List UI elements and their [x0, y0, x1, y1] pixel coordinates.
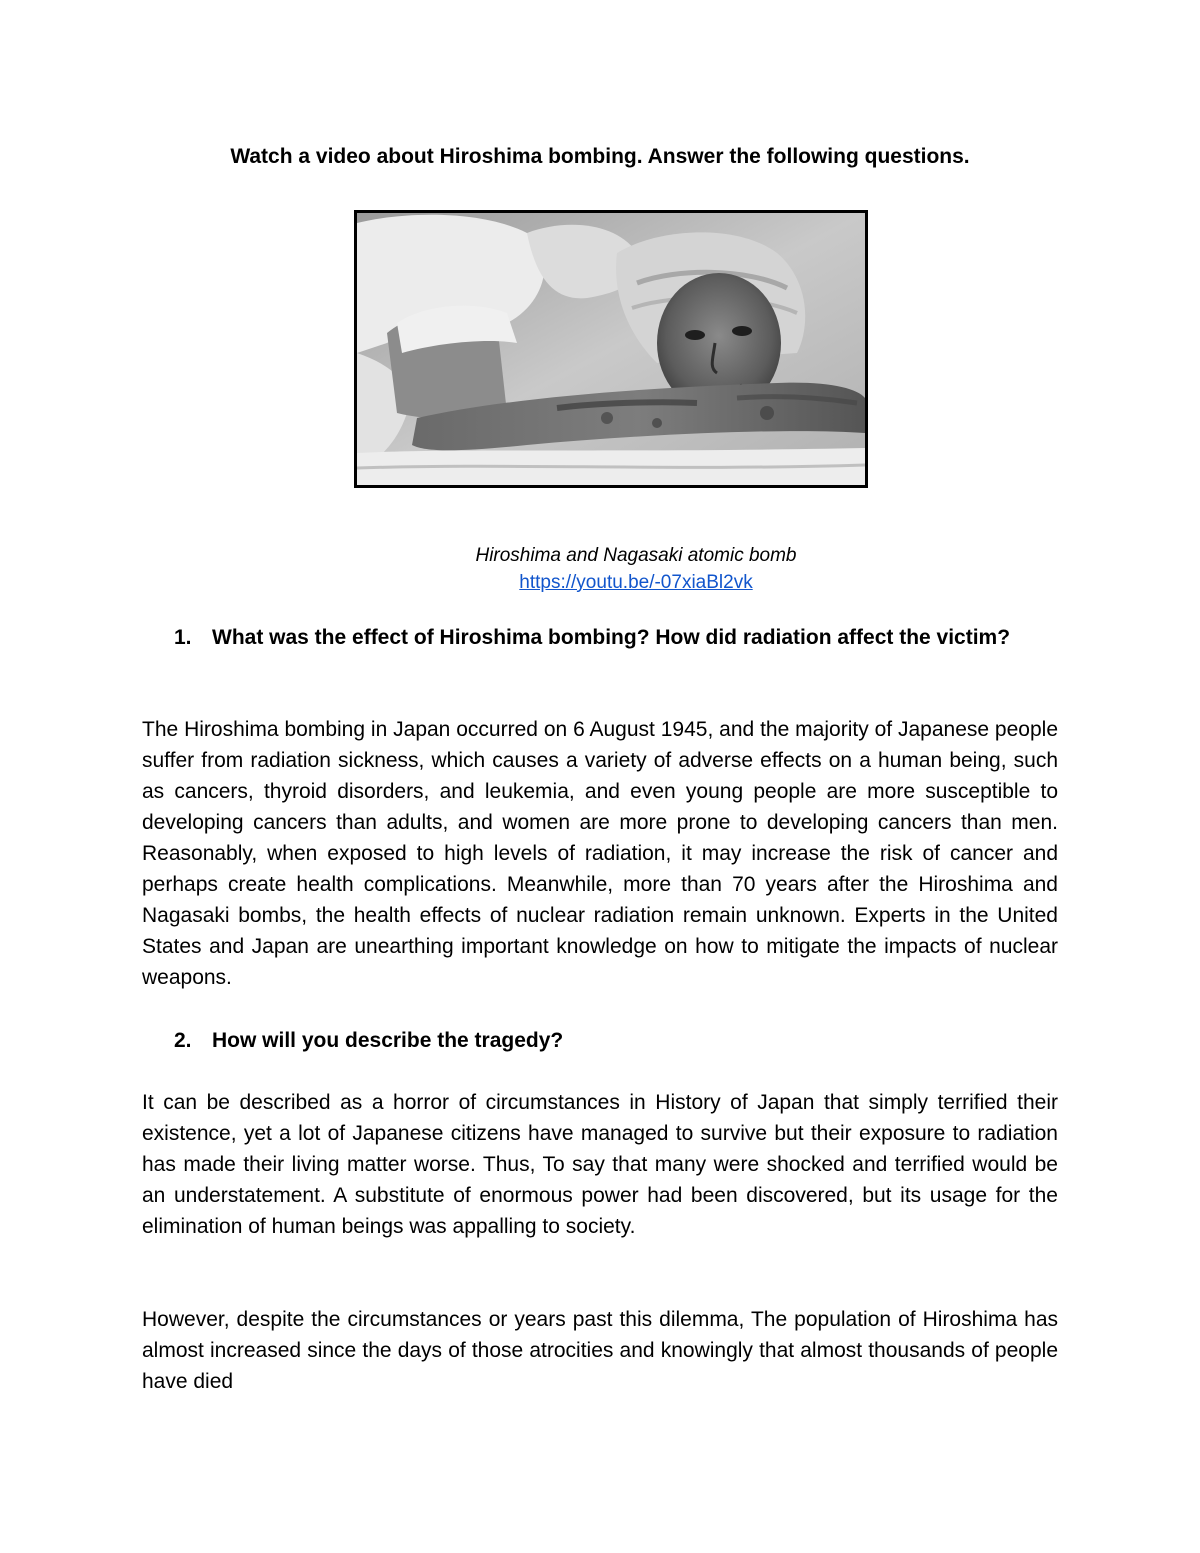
- survivor-photo: [354, 210, 868, 488]
- question-number: 1.: [174, 626, 192, 649]
- question-1: [174, 622, 1074, 653]
- question-2: [174, 1025, 1074, 1056]
- page-title: Watch a video about Hiroshima bombing. Answer the following questions.: [230, 145, 970, 168]
- question-text: How will you describe the tragedy?: [212, 1029, 564, 1052]
- answer-2-paragraph-1: It can be described as a horror of circumstances in History of Japan that simply terrified their existence, yet a lot of Japanese citizens have managed to survive but their exposure to radiation has made their living matter worse. Thus, To say that many were shocked and terrified would be an understatement. A substitute of enormous power had been discovered, but its usage for the elimination of human beings was appalling to society.: [142, 1091, 1058, 1238]
- caption-title: Hiroshima and Nagasaki atomic bomb: [475, 545, 797, 566]
- question-text: What was the effect of Hiroshima bombing? How did radiation affect the victim?: [212, 626, 1011, 649]
- answer-2-paragraph-2: However, despite the circumstances or years past this dilemma, The population of Hiroshima has almost increased since the days of those atrocities and knowingly that almost thousands of people have died: [142, 1308, 1058, 1393]
- question-number: 2.: [174, 1029, 192, 1052]
- survivor-photo-image: [357, 213, 865, 485]
- figure-caption: [0, 542, 1200, 596]
- answer-1-paragraph: The Hiroshima bombing in Japan occurred on 6 August 1945, and the majority of Japanese people suffer from radiation sickness, which causes a variety of adverse effects on a human being, such as cancers, thyroid disorders, and leukemia, and even young people are more susceptible to developing cancers than adults, and women are more prone to developing cancers than men. Reasonably, when exposed to high levels of radiation, it may increase the risk of cancer and perhaps create health complications. Meanwhile, more than 70 years after the Hiroshima and Nagasaki bombs, the health effects of nuclear radiation remain unknown. Experts in the United States and Japan are unearthing important knowledge on how to mitigate the impacts of nuclear weapons.: [142, 718, 1058, 989]
- video-link[interactable]: https://youtu.be/-07xiaBl2vk: [519, 572, 753, 593]
